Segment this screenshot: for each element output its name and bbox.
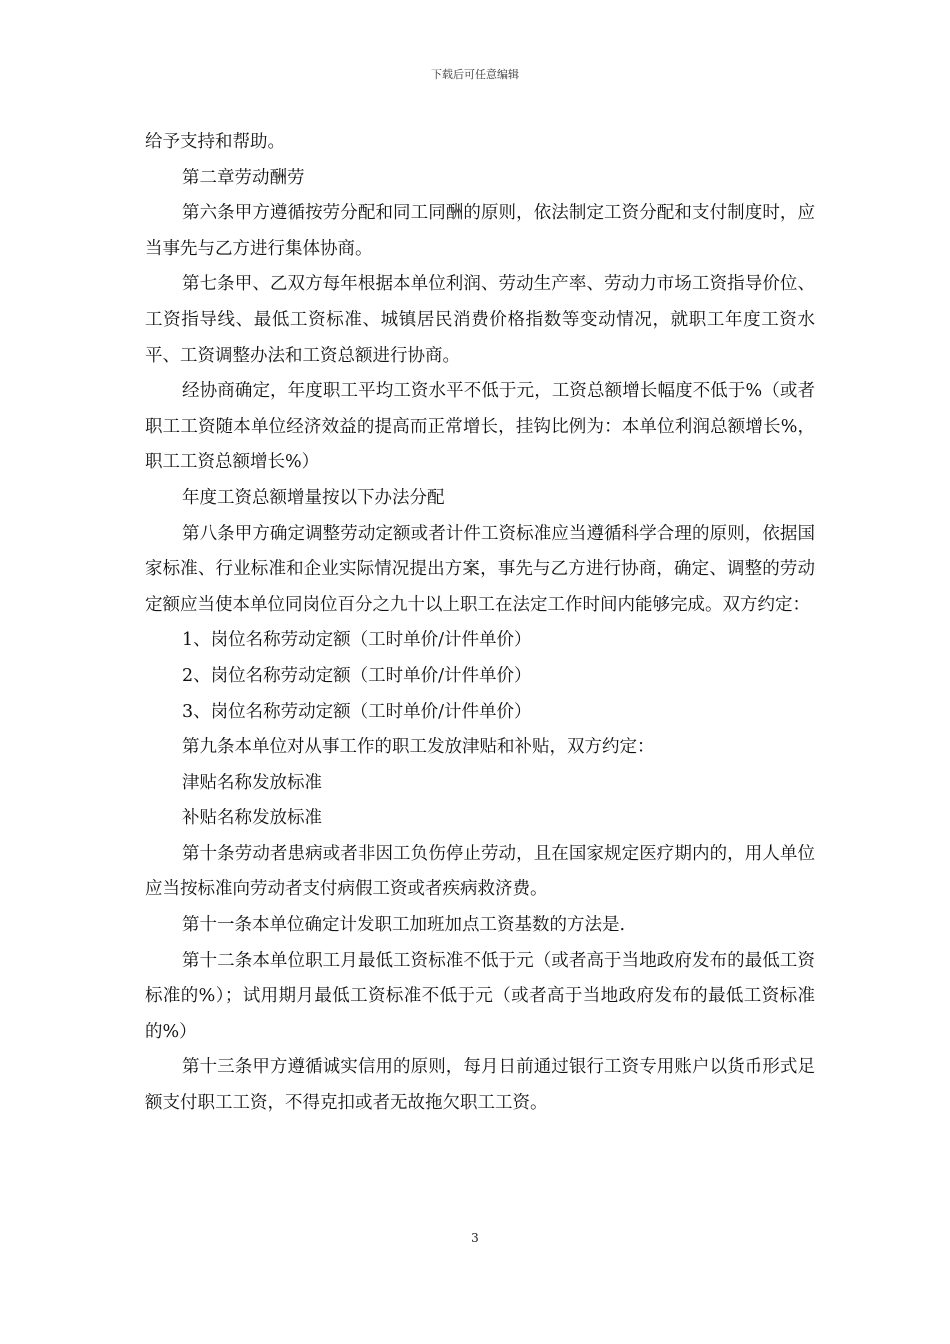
document-body <box>145 125 815 1122</box>
paragraph: 经协商确定，年度职工平均工资水平不低于元，工资总额增长幅度不低于%（或者职工工资随本单位经济效益的提高而正常增长，挂钩比例为：本单位利润总额增长%，职工工资总额增长%） <box>145 381 815 473</box>
paragraph: 年度工资总额增量按以下办法分配 <box>182 487 445 508</box>
paragraph: 补贴名称发放标准 <box>182 808 322 829</box>
list-item: 1、岗位名称劳动定额（工时单价/计件单价） <box>182 630 532 651</box>
paragraph: 给予支持和帮助。 <box>145 132 285 152</box>
page-number: 3 <box>471 1231 479 1245</box>
paragraph: 第八条甲方确定调整劳动定额或者计件工资标准应当遵循科学合理的原则，依据国家标准、行业标准和企业实际情况提出方案，事先与乙方进行协商，确定、调整的劳动定额应当使本单位同岗位百分之九十以上职工在法定工作时间内能够完成。双方约定： <box>145 523 815 615</box>
paragraph: 津贴名称发放标准 <box>182 772 322 793</box>
paragraph: 第七条甲、乙双方每年根据本单位利润、劳动生产率、劳动力市场工资指导价位、工资指导线、最低工资标准、城镇居民消费价格指数等变动情况，就职工年度工资水平、工资调整办法和工资总额进行协商。 <box>145 274 815 366</box>
paragraph: 第十二条本单位职工月最低工资标准不低于元（或者高于当地政府发布的最低工资标准的%）；试用期月最低工资标准不低于元（或者高于当地政府发布的最低工资标准的%） <box>145 950 815 1042</box>
list-item: 3、岗位名称劳动定额（工时单价/计件单价） <box>182 701 532 722</box>
paragraph: 第六条甲方遵循按劳分配和同工同酬的原则，依法制定工资分配和支付制度时，应当事先与乙方进行集体协商。 <box>145 203 815 259</box>
paragraph: 第十三条甲方遵循诚实信用的原则，每月日前通过银行工资专用账户以货币形式足额支付职工工资，不得克扣或者无故拖欠职工工资。 <box>145 1057 815 1114</box>
paragraph: 第十一条本单位确定计发职工加班加点工资基数的方法是. <box>182 915 626 936</box>
list-item: 2、岗位名称劳动定额（工时单价/计件单价） <box>182 665 532 686</box>
header-note: 下载后可任意编辑 <box>431 68 519 81</box>
chapter-heading: 第二章劳动酬劳 <box>182 167 305 188</box>
paragraph: 第十条劳动者患病或者非因工负伤停止劳动，且在国家规定医疗期内的，用人单位应当按标准向劳动者支付病假工资或者疾病救济费。 <box>145 843 815 900</box>
paragraph: 第九条本单位对从事工作的职工发放津贴和补贴，双方约定： <box>182 737 655 758</box>
